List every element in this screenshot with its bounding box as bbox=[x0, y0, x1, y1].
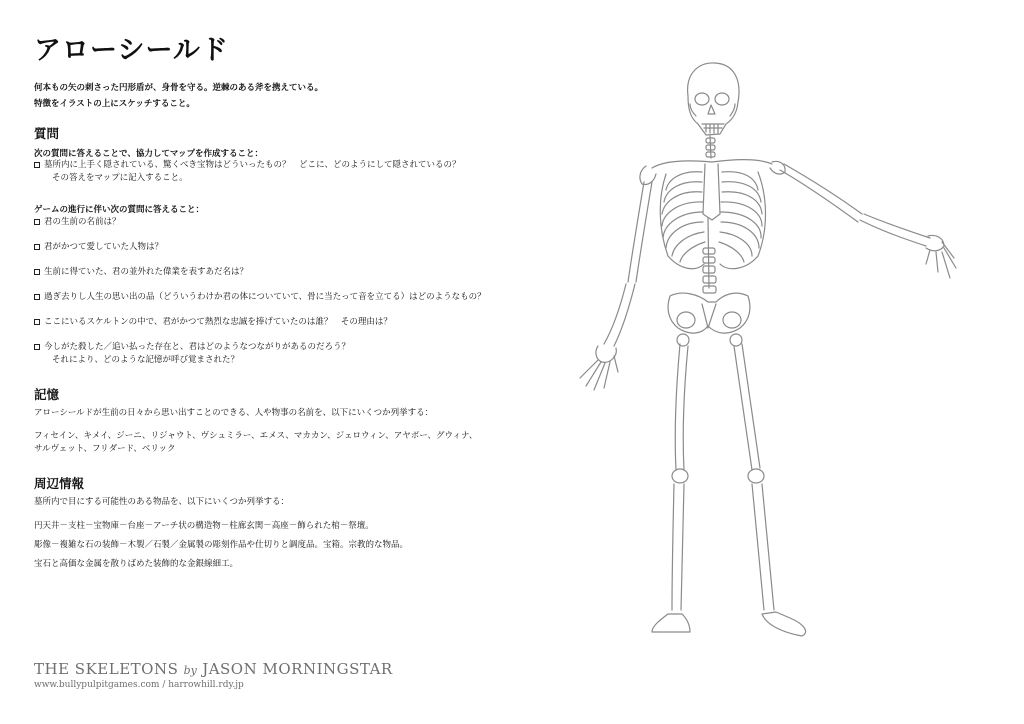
checkbox-icon[interactable] bbox=[34, 219, 40, 225]
checklist-item[interactable] bbox=[34, 241, 534, 254]
spine bbox=[703, 136, 716, 293]
checkbox-icon[interactable] bbox=[34, 269, 40, 275]
shoulders bbox=[640, 160, 785, 185]
checklist-item[interactable] bbox=[34, 291, 534, 304]
checkbox-icon[interactable] bbox=[34, 162, 40, 168]
item-continuation: その答えをマップに記入すること。 bbox=[52, 173, 188, 183]
ribcage bbox=[660, 164, 765, 269]
credit-line bbox=[34, 660, 393, 678]
questions-section bbox=[34, 124, 534, 367]
skeleton-illustration bbox=[540, 58, 980, 658]
checkbox-icon[interactable] bbox=[34, 319, 40, 325]
memory-heading: 記憶 bbox=[34, 387, 60, 402]
surroundings-line: 円天井－支柱－宝物庫－台座－アーチ状の構造物－柱廊玄関－高座－飾られた棺－祭壇。 bbox=[34, 521, 374, 531]
questions-heading: 質問 bbox=[34, 126, 60, 141]
skull bbox=[688, 63, 739, 135]
checkbox-icon[interactable] bbox=[34, 344, 40, 350]
intro-line: 何本もの矢の刺さった円形盾が、身骨を守る。逆棘のある斧を携えている。 bbox=[34, 83, 324, 93]
right-arm bbox=[780, 164, 956, 278]
checkbox-icon[interactable] bbox=[34, 294, 40, 300]
credit-author: JASON MORNINGSTAR bbox=[202, 660, 393, 678]
left-leg bbox=[652, 344, 690, 632]
credit-by: by bbox=[183, 664, 197, 677]
memory-names: サルヴェット、フリダード、ベリック bbox=[34, 444, 176, 454]
right-leg bbox=[734, 344, 806, 636]
intro-line: 特徴をイラストの上にスケッチすること。 bbox=[34, 99, 195, 109]
checklist-item[interactable] bbox=[34, 316, 534, 329]
memory-lead: アローシールドが生前の日々から思い出すことのできる、人や物事の名前を、以下にいくつか列挙する： bbox=[34, 408, 434, 418]
surroundings-section bbox=[34, 474, 534, 571]
checklist-item[interactable] bbox=[34, 341, 534, 367]
item-continuation: それにより、どのような記憶が呼び覚まされた？ bbox=[52, 355, 240, 365]
map-questions-lead: 次の質問に答えることで、協力してマップを作成すること： bbox=[34, 149, 263, 159]
surroundings-line: 宝石と高価な金属を散りばめた装飾的な金銀線細工。 bbox=[34, 559, 239, 569]
checkbox-icon[interactable] bbox=[34, 244, 40, 250]
footer-urls[interactable]: www.bullypulpitgames.com / harrowhill.rdy.jp bbox=[34, 680, 244, 690]
item-text: 君がかつて愛していた人物は？ bbox=[44, 242, 164, 252]
item-text: 墓所内に上手く隠されている、驚くべき宝物はどういったもの？ どこに、どのようにして隠されているの？ bbox=[44, 160, 461, 170]
item-text: 過ぎ去りし人生の思い出の品（どういうわけか君の体についていて、骨に当たって音を立てる）はどのようなもの？ bbox=[44, 292, 486, 302]
surroundings-lead: 墓所内で目にする可能性のある物品を、以下にいくつか列挙する： bbox=[34, 497, 290, 507]
checklist-item[interactable] bbox=[34, 216, 534, 229]
text-column bbox=[34, 82, 534, 571]
left-arm bbox=[580, 182, 652, 390]
footer bbox=[34, 660, 393, 690]
memory-section bbox=[34, 385, 534, 456]
item-text: 生前に得ていた、君の並外れた偉業を表すあだ名は？ bbox=[44, 267, 249, 277]
surroundings-heading: 周辺情報 bbox=[34, 476, 85, 491]
memory-names: フィセイン、キメイ、ジーニ、リジャウト、ヴシュミラー、エメス、マカカン、ジェロウィン、アヤボー、グウィナ、 bbox=[34, 431, 478, 441]
intro bbox=[34, 82, 534, 110]
item-text: 今しがた殺した／追い払った存在と、君はどのようなつながりがあるのだろう？ bbox=[44, 342, 351, 352]
item-text: ここにいるスケルトンの中で、君がかつて熱烈な忠誠を捧げていたのは誰？ その理由は？ bbox=[44, 317, 392, 327]
checklist-item[interactable] bbox=[34, 266, 534, 279]
item-text: 君の生前の名前は？ bbox=[44, 217, 121, 227]
page-title: アローシールド bbox=[34, 35, 229, 66]
pelvis bbox=[668, 293, 750, 346]
play-questions-lead: ゲームの進行に伴い次の質問に答えること： bbox=[34, 205, 205, 215]
surroundings-line: 彫像－複雑な石の装飾－木製／石製／金属製の彫刻作品や仕切りと調度品。宝箱。宗教的な物品。 bbox=[34, 540, 409, 550]
checklist-item[interactable] bbox=[34, 159, 534, 185]
credit-title: THE SKELETONS bbox=[34, 660, 179, 678]
